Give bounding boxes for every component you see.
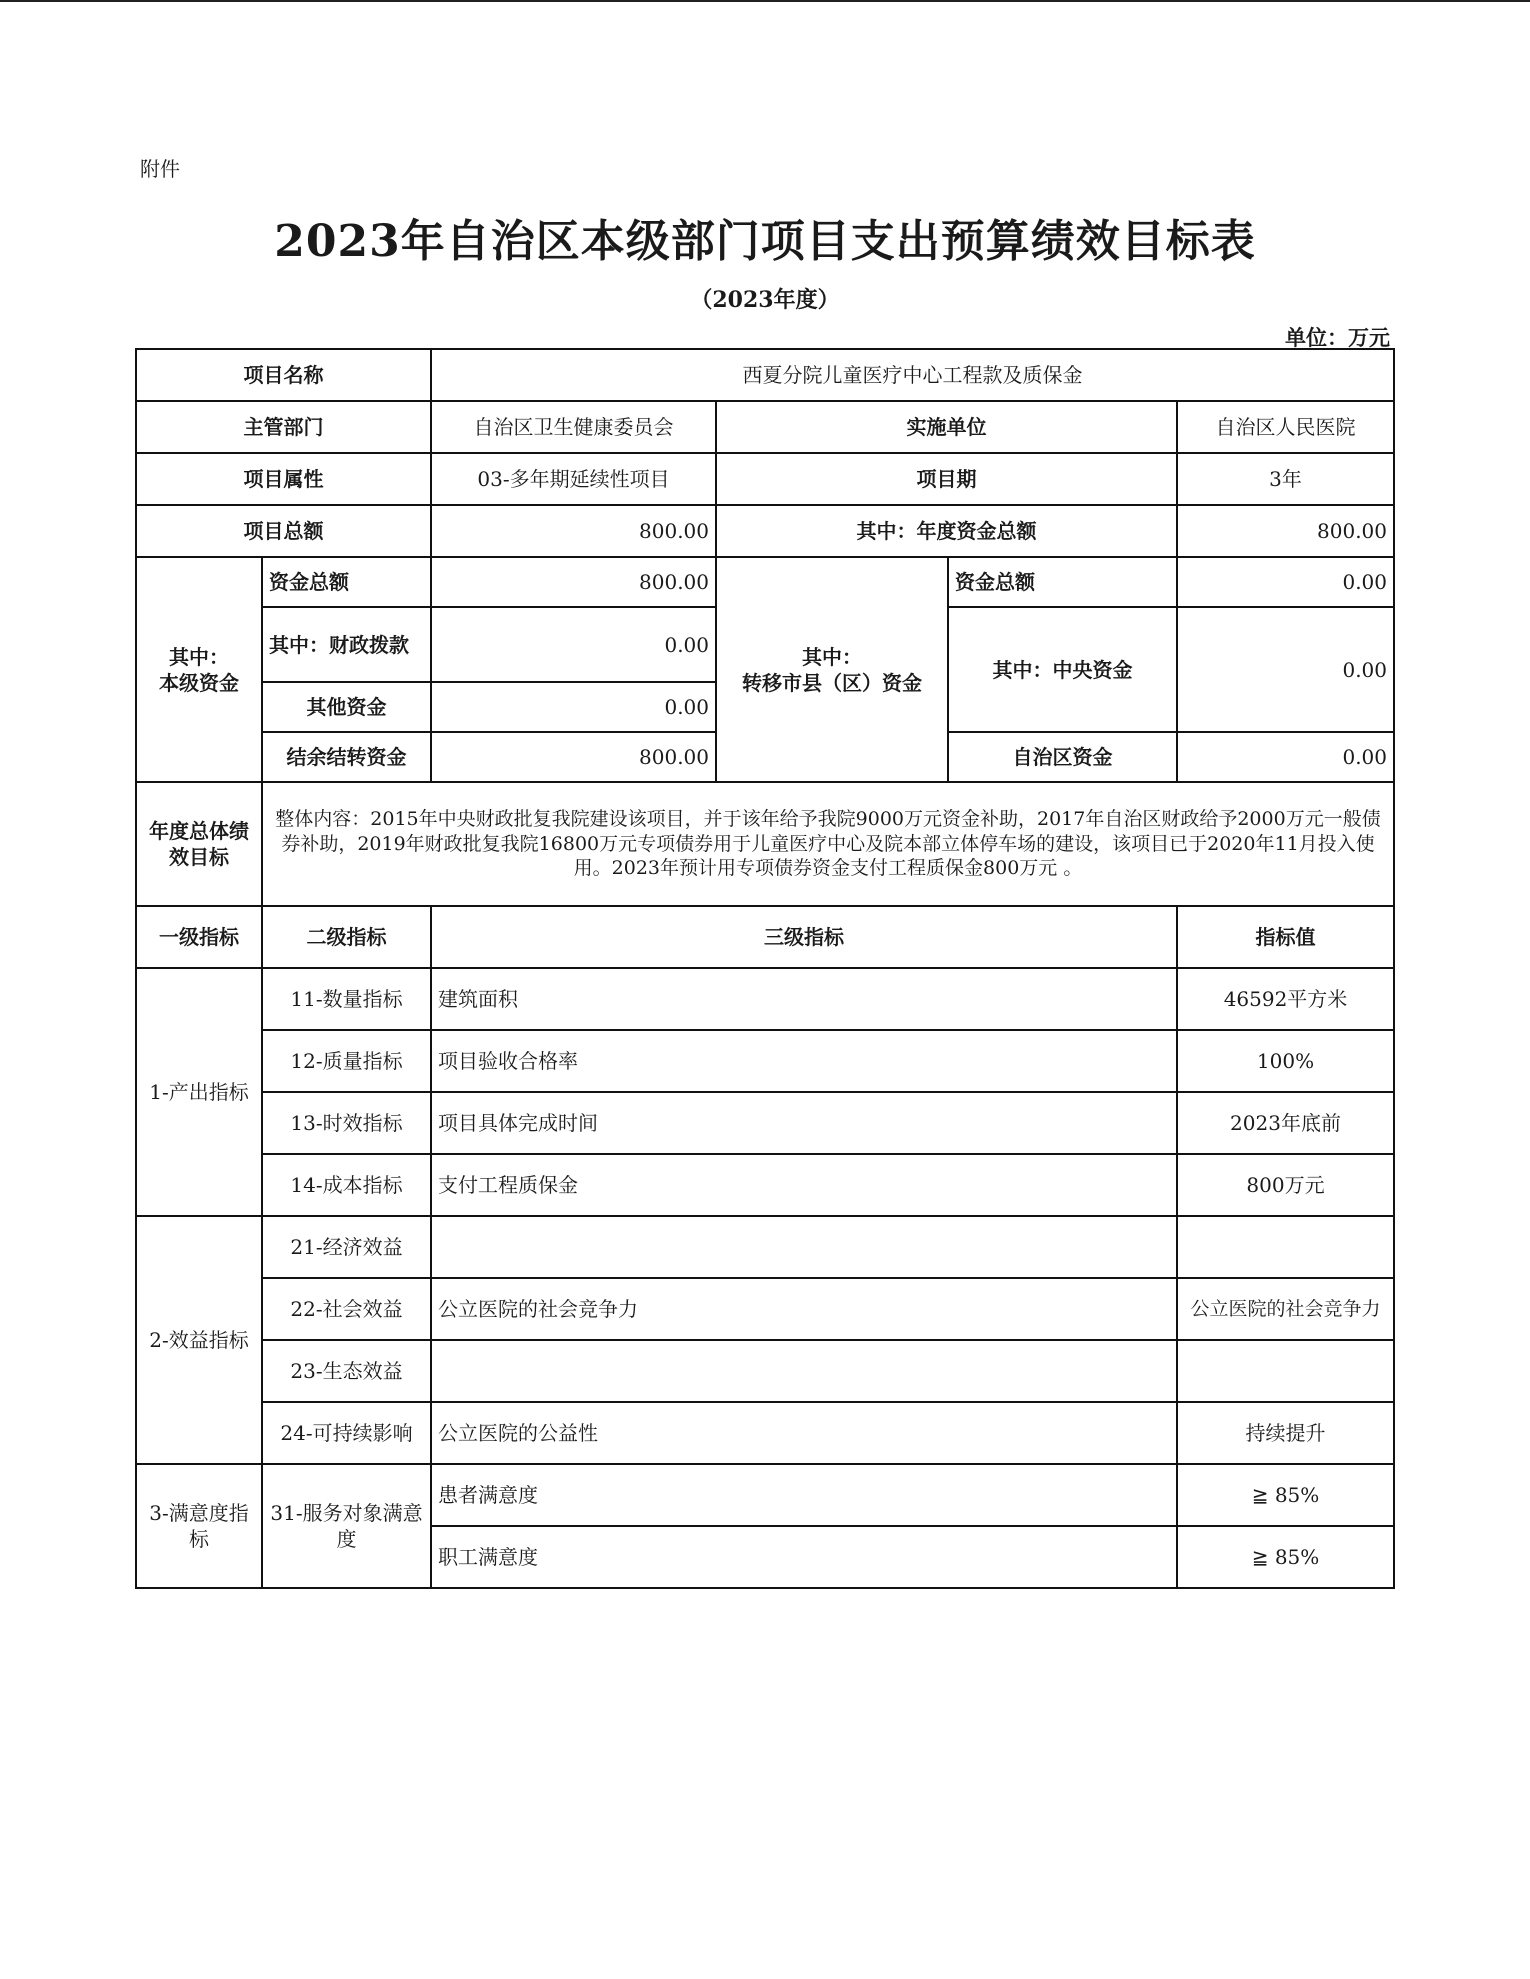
value-cell: 100% bbox=[1177, 1030, 1394, 1092]
level2-cell: 24-可持续影响 bbox=[262, 1402, 431, 1464]
local-carry-label: 结余结转资金 bbox=[262, 732, 431, 782]
table-row bbox=[136, 1216, 1394, 1278]
transfer-total-value: 0.00 bbox=[1177, 557, 1394, 607]
level3-cell: 项目验收合格率 bbox=[431, 1030, 1177, 1092]
total-label: 项目总额 bbox=[136, 505, 431, 557]
level3-cell: 职工满意度 bbox=[431, 1526, 1177, 1588]
level3-cell bbox=[431, 1340, 1177, 1402]
level2-cell: 23-生态效益 bbox=[262, 1340, 431, 1402]
indicator-header-row bbox=[136, 906, 1394, 968]
level2-cell: 14-成本指标 bbox=[262, 1154, 431, 1216]
annual-value: 800.00 bbox=[1177, 505, 1394, 557]
value-cell: 800万元 bbox=[1177, 1154, 1394, 1216]
total-value: 800.00 bbox=[431, 505, 716, 557]
dept-label: 主管部门 bbox=[136, 401, 431, 453]
value-cell: 公立医院的社会竞争力 bbox=[1177, 1278, 1394, 1340]
local-group-line1: 其中： bbox=[169, 644, 229, 669]
local-total-label: 资金总额 bbox=[262, 557, 431, 607]
level3-cell: 建筑面积 bbox=[431, 968, 1177, 1030]
transfer-funds-group bbox=[716, 557, 948, 782]
attr-value: 03-多年期延续性项目 bbox=[431, 453, 716, 505]
budget-performance-table bbox=[135, 348, 1395, 1589]
goal-text: 整体内容：2015年中央财政批复我院建设该项目，并于该年给予我院9000万元资金补助，2017年自治区财政给予2000万元一般债券补助，2019年财政批复我院16800万元专项债券用于儿童医疗中心及院本部立体停车场的建设，该项目已于2020年11月投入使用。2023年预计用专项债券资金支付工程质保金800万元 。 bbox=[262, 782, 1394, 906]
local-other-value: 0.00 bbox=[431, 682, 716, 732]
table-row bbox=[136, 1464, 1394, 1526]
transfer-group-line2: 转移市县（区）资金 bbox=[742, 670, 922, 695]
table-row bbox=[136, 1092, 1394, 1154]
group-benefit: 2-效益指标 bbox=[136, 1216, 262, 1464]
value-cell: 2023年底前 bbox=[1177, 1092, 1394, 1154]
transfer-region-value: 0.00 bbox=[1177, 732, 1394, 782]
top-border-line bbox=[0, 0, 1530, 2]
row-project-name bbox=[136, 349, 1394, 401]
project-name-value: 西夏分院儿童医疗中心工程款及质保金 bbox=[431, 349, 1394, 401]
dept-value: 自治区卫生健康委员会 bbox=[431, 401, 716, 453]
row-total bbox=[136, 505, 1394, 557]
table-row bbox=[136, 1030, 1394, 1092]
project-name-label: 项目名称 bbox=[136, 349, 431, 401]
transfer-central-label: 其中：中央资金 bbox=[948, 607, 1177, 732]
impl-label: 实施单位 bbox=[716, 401, 1177, 453]
local-carry-value: 800.00 bbox=[431, 732, 716, 782]
value-cell: ≧ 85% bbox=[1177, 1464, 1394, 1526]
header-level3: 三级指标 bbox=[431, 906, 1177, 968]
level2-cell: 31-服务对象满意度 bbox=[262, 1464, 431, 1588]
transfer-group-line1: 其中： bbox=[802, 644, 862, 669]
level3-cell: 患者满意度 bbox=[431, 1464, 1177, 1526]
row-funds-1 bbox=[136, 557, 1394, 607]
level2-cell: 11-数量指标 bbox=[262, 968, 431, 1030]
header-level2: 二级指标 bbox=[262, 906, 431, 968]
row-department bbox=[136, 401, 1394, 453]
level3-cell: 项目具体完成时间 bbox=[431, 1092, 1177, 1154]
value-cell: ≧ 85% bbox=[1177, 1526, 1394, 1588]
attr-label: 项目属性 bbox=[136, 453, 431, 505]
page-title: 2023年自治区本级部门项目支出预算绩效目标表 bbox=[274, 216, 1256, 267]
level3-cell: 公立医院的社会竞争力 bbox=[431, 1278, 1177, 1340]
value-cell: 持续提升 bbox=[1177, 1402, 1394, 1464]
row-goal bbox=[136, 782, 1394, 906]
annual-label: 其中：年度资金总额 bbox=[716, 505, 1177, 557]
local-group-line2: 本级资金 bbox=[159, 670, 239, 695]
table-row bbox=[136, 1340, 1394, 1402]
level3-cell: 支付工程质保金 bbox=[431, 1154, 1177, 1216]
value-cell bbox=[1177, 1340, 1394, 1402]
row-attribute bbox=[136, 453, 1394, 505]
header-value: 指标值 bbox=[1177, 906, 1394, 968]
level2-cell: 13-时效指标 bbox=[262, 1092, 431, 1154]
level2-cell: 12-质量指标 bbox=[262, 1030, 431, 1092]
transfer-total-label: 资金总额 bbox=[948, 557, 1177, 607]
unit-label: 单位：万元 bbox=[1285, 325, 1390, 350]
table-row bbox=[136, 1402, 1394, 1464]
period-label: 项目期 bbox=[716, 453, 1177, 505]
local-fiscal-value: 0.00 bbox=[431, 607, 716, 682]
transfer-central-value: 0.00 bbox=[1177, 607, 1394, 732]
transfer-region-label: 自治区资金 bbox=[948, 732, 1177, 782]
level2-cell: 21-经济效益 bbox=[262, 1216, 431, 1278]
header-level1: 一级指标 bbox=[136, 906, 262, 968]
group-output: 1-产出指标 bbox=[136, 968, 262, 1216]
table-row bbox=[136, 1278, 1394, 1340]
year-label: （2023年度） bbox=[690, 287, 840, 313]
value-cell bbox=[1177, 1216, 1394, 1278]
impl-value: 自治区人民医院 bbox=[1177, 401, 1394, 453]
attachment-label: 附件 bbox=[140, 157, 180, 181]
level3-cell bbox=[431, 1216, 1177, 1278]
level2-cell: 22-社会效益 bbox=[262, 1278, 431, 1340]
value-cell: 46592平方米 bbox=[1177, 968, 1394, 1030]
local-total-value: 800.00 bbox=[431, 557, 716, 607]
group-satisfaction: 3-满意度指标 bbox=[136, 1464, 262, 1588]
goal-label: 年度总体绩效目标 bbox=[136, 782, 262, 906]
local-fiscal-label: 其中：财政拨款 bbox=[262, 607, 431, 682]
local-other-label: 其他资金 bbox=[262, 682, 431, 732]
level3-cell: 公立医院的公益性 bbox=[431, 1402, 1177, 1464]
local-funds-group bbox=[136, 557, 262, 782]
period-value: 3年 bbox=[1177, 453, 1394, 505]
table-row bbox=[136, 1154, 1394, 1216]
table-row bbox=[136, 968, 1394, 1030]
